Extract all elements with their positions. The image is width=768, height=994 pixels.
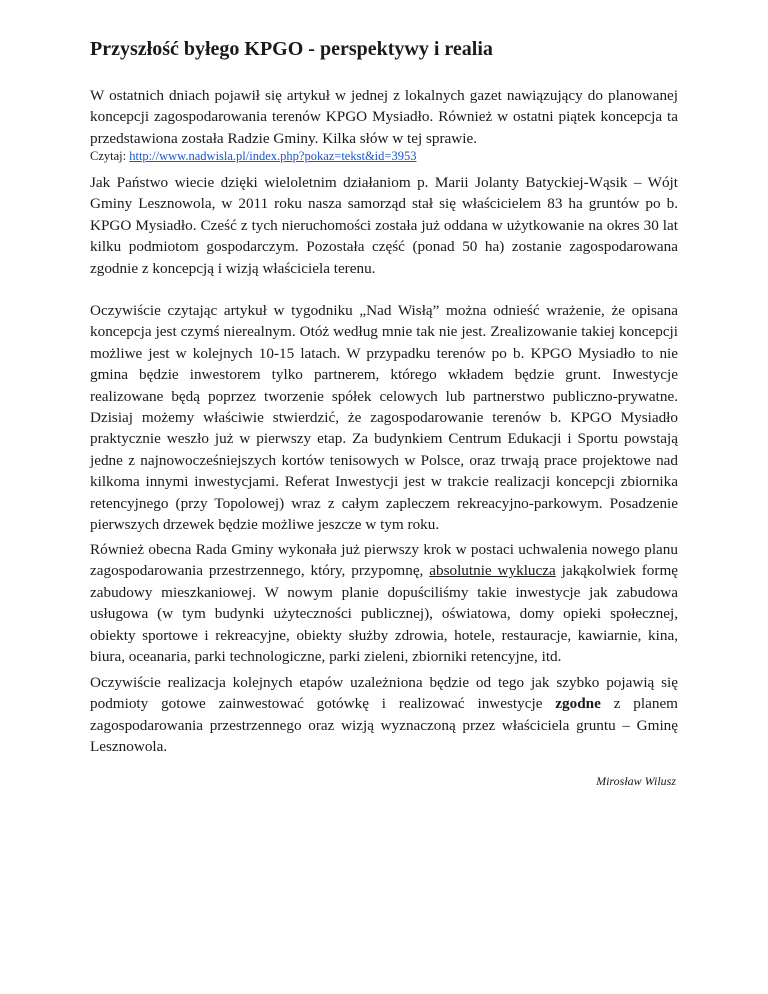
paragraph-investors xyxy=(90,672,678,758)
source-line xyxy=(90,148,416,164)
source-link[interactable]: http://www.nadwisla.pl/index.php?pokaz=tekst&id=3953 xyxy=(129,149,417,163)
intro-paragraph: W ostatnich dniach pojawił się artykuł w jednej z lokalnych gazet nawiązujący do planowanej koncepcji zagospodarowania terenów KPGO Mysiadło. Również w ostatni piątek koncepcja ta przedstawiona została Radzie Gminy. Kilka słów w tej sprawie. xyxy=(90,87,678,147)
paragraph-history: Jak Państwo wiecie dzięki wieloletnim działaniom p. Marii Jolanty Batyckiej-Wąsik – Wójt Gminy Lesznowola, w 2011 roku nasza samorząd stał się właścicielem 83 ha gruntów po b. KPGO Mysiadło. Cześć z tych nieruchomości została już oddana w użytkowanie na okres 30 lat kilku podmiotom gospodarczym. Pozostała część (ponad 50 ha) zostanie zagospodarowana zgodnie z koncepcją i wizją właściciela terenu. xyxy=(90,174,678,277)
source-label: Czytaj: xyxy=(90,149,127,163)
document-title: Przyszłość byłego KPGO - perspektywy i realia xyxy=(90,38,493,60)
p4-text-end: jakąkolwiek formę zabudowy mieszkaniowej. W nowym planie dopuściliśmy takie inwestycje jak zabudowa usługowa (w tym budynki użyteczności publicznej), oświatowa, domy opieki społecznej, obiekty sportowe i rekreacyjne, obiekty służby zdrowia, hotele, restauracje, kawiarnie, kina, biura, oceanaria, parki technologiczne, parki zieleni, zbiorniki retencyjne, itd. xyxy=(90,562,678,666)
author-signature: Mirosław Wilusz xyxy=(596,774,676,788)
p4-text-start: Również obecna Rada Gminy wykonała już pierwszy krok w postaci uchwalenia nowego planu zagospodarowania przestrzennego, który, przypomnę, xyxy=(90,541,678,580)
bold-word: zgodne xyxy=(555,695,601,713)
paragraph-concept: Oczywiście czytając artykuł w tygodniku „Nad Wisłą” można odnieść wrażenie, że opisana koncepcja jest czymś nierealnym. Otóż według mnie tak nie jest. Zrealizowanie takiej koncepcji możliwe jest w kolejnych 10-15 latach. W przypadku terenów po b. KPGO Mysiadło to nie gmina będzie inwestorem tylko partnerem, którego wkładem będzie grunt. Inwestycje realizowane będą poprzez tworzenie spółek celowych lub partnerstwo publiczno-prywatne. Dzisiaj możemy właściwie stwierdzić, że zagospodarowanie terenów b. KPGO Mysiadło praktycznie weszło już w pierwszy etap. Za budynkiem Centrum Edukacji i Sportu powstają jedne z najnowocześniejszych kortów tenisowych w Polsce, oraz trwają prace projektowe nad kilkoma innymi inwestycjami. Referat Inwestycji jest w trakcie realizacji koncepcji zbiornika retencyjnego (przy Topolowej) wraz z całym zapleczem rekreacyjno-parkowym. Posadzenie pierwszych drzewek będzie możliwe jeszcze w tym roku. xyxy=(90,302,678,534)
underlined-phrase: absolutnie wyklucza xyxy=(429,562,556,580)
p5-text-start: Oczywiście realizacja kolejnych etapów uzależniona będzie od tego jak szybko pojawią się podmioty gotowe zainwestować gotówkę i realizować inwestycje xyxy=(90,674,678,713)
p5-text-end: z planem zagospodarowania przestrzennego oraz wizją wyznaczoną przez właściciela gruntu – Gminę Lesznowola. xyxy=(90,695,679,756)
paragraph-zoning-plan xyxy=(90,539,678,667)
